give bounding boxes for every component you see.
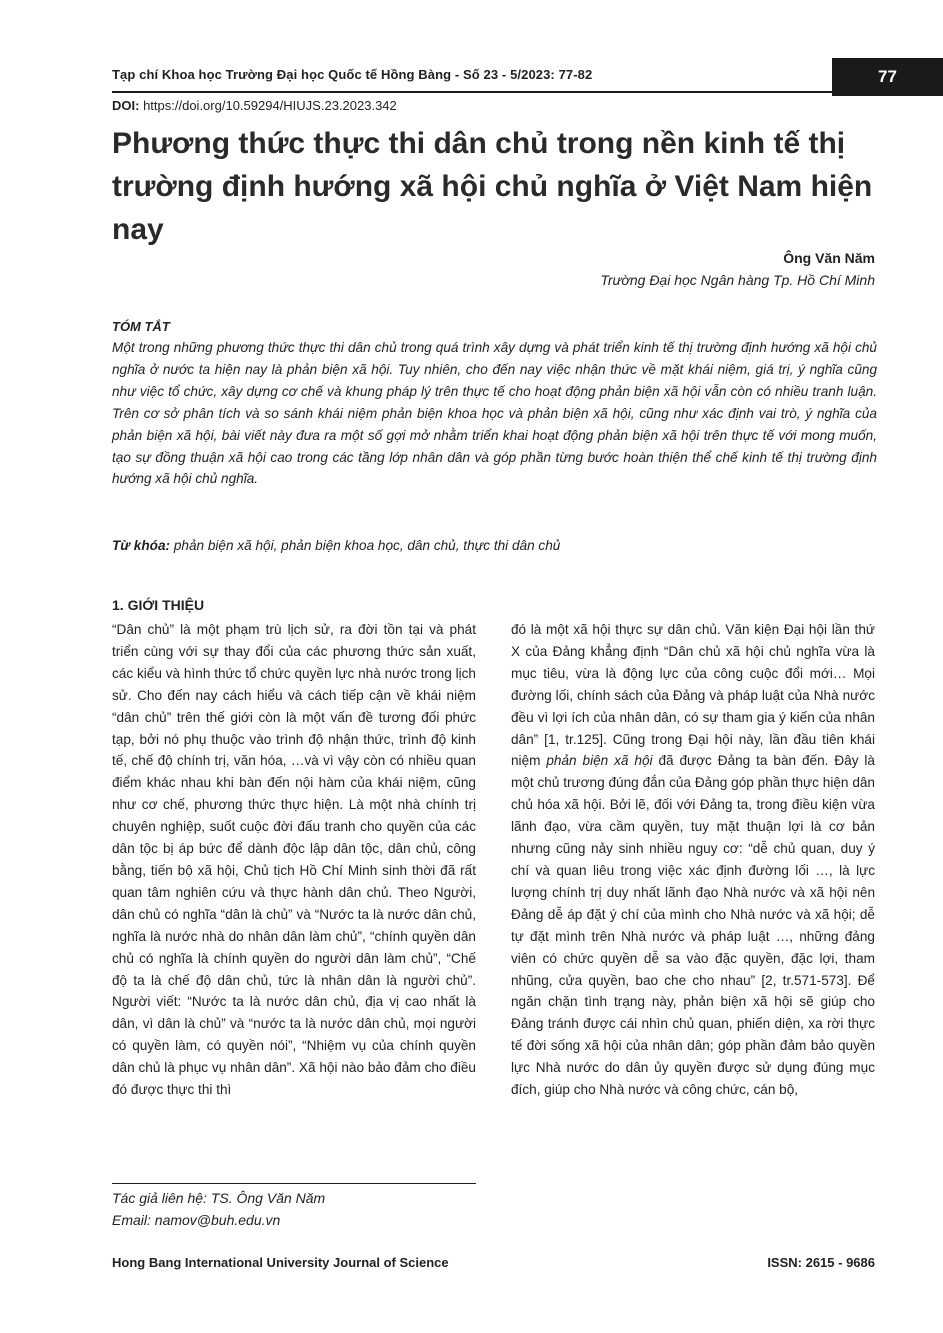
keywords — [112, 538, 877, 553]
journal-header: Tạp chí Khoa học Trường Đại học Quốc tế Hồng Bàng - Số 23 - 5/2023: 77-82 — [112, 67, 593, 82]
corresponding-author: Tác giả liên hệ: TS. Ông Văn Năm — [112, 1190, 326, 1206]
body-text: đã được Đảng ta bàn đến. Đây là một chủ trương đúng đắn của Đảng góp phần thực hiện dân chủ hóa xã hội. Bởi lẽ, đối với Đảng ta, trong điều kiện vừa lãnh đạo, vừa cầm quyền, tuy mặt thuận lợi là cơ bản nhưng cũng nảy sinh nhiều nguy cơ: “dễ chủ quan, duy ý chí và quan liêu trong việc xác định đường lối …, là lực lượng chính trị duy nhất lãnh đạo Nhà nước và xã hội nên Đảng dễ áp đặt ý chí của mình cho Nhà nước và xã hội; dễ tự đặt mình trên Nhà nước và pháp luật …, những đảng viên có chức quyền dễ sa vào đặc quyền, đặc lợi, tham nhũng, cửa quyền, bao che cho nhau” [2, tr.571-573]. Để ngăn chặn tình trạng này, phản biện xã hội sẽ giúp cho Đảng tránh được cái nhìn chủ quan, phiến diện, xa rời thực tế đời sống xã hội của nhân dân; góp phần đảm bảo quyền lực Nhà nước do dân ủy quyền được sử dụng đúng mục đích, giúp cho Nhà nước và công chức, cán bộ, — [511, 753, 875, 1098]
footer-issn: ISSN: 2615 - 9686 — [767, 1255, 875, 1270]
body-column-left — [112, 619, 476, 1101]
body-column-right — [511, 619, 875, 1101]
footnote-divider — [112, 1183, 476, 1184]
author-affiliation: Trường Đại học Ngân hàng Tp. Hồ Chí Minh — [600, 272, 875, 288]
body-paragraph: “Dân chủ” là một phạm trù lịch sử, ra đời tồn tại và phát triển cùng với sự thay đổi của các phương thức sản xuất, các kiểu và hình thức tổ chức quyền lực nhà nước trong lịch sử. Cho đến nay cách hiểu và cách tiếp cận về khái niệm “dân chủ” trên thế giới còn là một vấn đề tương đối phức tạp, bởi nó phụ thuộc vào trình độ nhận thức, trình độ kinh tế, chế độ chính trị, văn hóa, …và vì vậy còn có nhiều quan điểm khác nhau khi bàn đến nội hàm của khái niệm, cũng như cơ chế, phương thức thực hiện. Là một nhà chính trị chuyên nghiệp, suốt cuộc đời đấu tranh cho quyền của các dân tộc bị áp bức để dành độc lập dân tộc, dân chủ, công bằng, tiến bộ xã hội, Chủ tịch Hồ Chí Minh sinh thời đã rất quan tâm nghiên cứu và thực hành dân chủ. Theo Người, dân chủ có nghĩa “dân là chủ” và “Nước ta là nước dân chủ, nghĩa là nước nhà do nhân dân làm chủ”, “chính quyền dân chủ có nghĩa là chính quyền do người dân làm chủ”, “Chế độ ta là chế độ dân chủ, tức là nhân dân là người chủ”. Người viết: “Nước ta là nước dân chủ, địa vị cao nhất là dân, vì dân là chủ” và “nước ta là nước dân chủ, mọi người có quyền làm, có quyền nói”, “Nhiệm vụ của chính quyền dân chủ là phục vụ nhân dân”. Xã hội nào bảo đảm cho điều đó được thực thi thì — [112, 622, 476, 1098]
doi-line — [112, 98, 397, 113]
doi-link[interactable]: https://doi.org/10.59294/HIUJS.23.2023.342 — [143, 98, 397, 113]
abstract-text: Một trong những phương thức thực thi dân chủ trong quá trình xây dựng và phát triển kinh tế thị trường định hướng xã hội chủ nghĩa ở nước ta hiện nay là phản biện xã hội. Tuy nhiên, cho đến nay việc nhận thức về mặt khái niệm, giá trị, ý nghĩa cũng như việc tổ chức, xây dựng cơ chế và khung pháp lý trên thực tế cho hoạt động phản biện xã hội vẫn còn có nhiều tranh luận. Trên cơ sở phân tích và so sánh khái niệm phản biện khoa học và phản biện xã hội, cũng như xác định vai trò, ý nghĩa của phản biện xã hội, bài viết này đưa ra một số gợi mở nhằm triển khai hoạt động phản biện xã hội trên thực tế với mong muốn, tạo sự đồng thuận xã hội cao trong các tầng lớp nhân dân và góp phần từng bước hoàn thiện thể chế kinh tế thị trường định hướng xã hội chủ nghĩa. — [112, 340, 877, 487]
doi-label: DOI: — [112, 98, 140, 113]
footer-journal-name: Hong Bang International University Journal of Science — [112, 1255, 449, 1270]
keywords-label: Từ khóa: — [112, 538, 171, 553]
body-paragraph — [511, 619, 875, 1101]
keywords-list: phản biện xã hội, phản biện khoa học, dân chủ, thực thi dân chủ — [173, 538, 561, 553]
author-email[interactable]: Email: namov@buh.edu.vn — [112, 1212, 281, 1228]
page-number-badge: 77 — [832, 58, 943, 96]
author-name: Ông Văn Năm — [783, 250, 875, 266]
abstract-heading: TÓM TẮT — [112, 319, 170, 334]
body-emphasis: phản biện xã hội — [546, 753, 653, 769]
section-heading-introduction: 1. GIỚI THIỆU — [112, 597, 205, 613]
header-divider — [112, 91, 832, 93]
body-text: đó là một xã hội thực sự dân chủ. Văn kiện Đại hội lần thứ X của Đảng khẳng định “Dân chủ xã hội chủ nghĩa vừa là mục tiêu, vừa là động lực của công cuộc đổi mới… Mọi đường lối, chính sách của Đảng và pháp luật của Nhà nước đều vì lợi ích của nhân dân, có sự tham gia ý kiến của nhân dân” [1, tr.125]. Cũng trong Đại hội này, lần đầu tiên khái niệm — [511, 622, 875, 769]
article-title: Phương thức thực thi dân chủ trong nền kinh tế thị trường định hướng xã hội chủ nghĩa ở Việt Nam hiện nay — [112, 127, 873, 246]
